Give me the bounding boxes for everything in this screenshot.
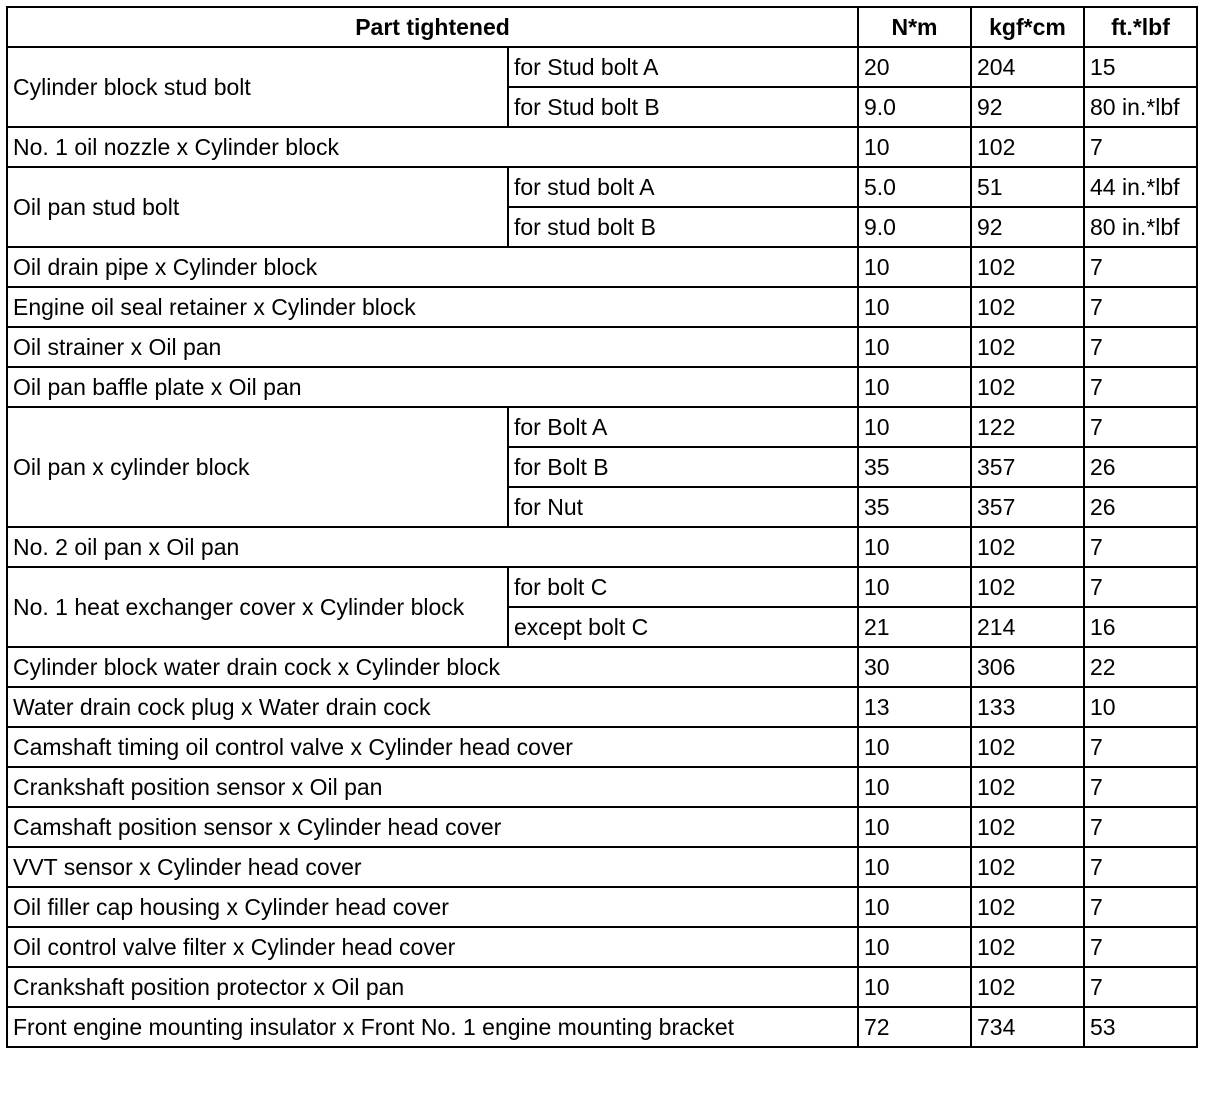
ft-lbf-cell: 7 [1084,887,1197,927]
kgf-cm-cell: 306 [971,647,1084,687]
nm-cell: 10 [858,967,971,1007]
ft-lbf-cell: 7 [1084,527,1197,567]
ft-lbf-cell: 7 [1084,847,1197,887]
kgf-cm-cell: 357 [971,487,1084,527]
nm-cell: 35 [858,487,971,527]
kgf-cm-cell: 133 [971,687,1084,727]
ft-lbf-cell: 7 [1084,247,1197,287]
kgf-cm-cell: 102 [971,927,1084,967]
sub-condition-cell: except bolt C [508,607,858,647]
nm-cell: 21 [858,607,971,647]
table-row [7,1007,1197,1047]
kgf-cm-cell: 102 [971,727,1084,767]
nm-cell: 10 [858,127,971,167]
part-cell: Oil pan baffle plate x Oil pan [7,367,858,407]
nm-cell: 10 [858,727,971,767]
ft-lbf-cell: 7 [1084,807,1197,847]
ft-lbf-cell: 7 [1084,767,1197,807]
part-cell: Oil pan x cylinder block [7,407,508,527]
part-cell: Cylinder block water drain cock x Cylinder block [7,647,858,687]
table-row [7,847,1197,887]
nm-cell: 10 [858,407,971,447]
table-row [7,647,1197,687]
table-row [7,927,1197,967]
sub-condition-cell: for Stud bolt A [508,47,858,87]
part-cell: No. 1 heat exchanger cover x Cylinder block [7,567,508,647]
kgf-cm-cell: 102 [971,567,1084,607]
table-row [7,727,1197,767]
table-row [7,807,1197,847]
header-kgf-cm: kgf*cm [971,7,1084,47]
part-cell: VVT sensor x Cylinder head cover [7,847,858,887]
kgf-cm-cell: 102 [971,767,1084,807]
part-cell: Camshaft timing oil control valve x Cylinder head cover [7,727,858,767]
table-row [7,247,1197,287]
nm-cell: 10 [858,527,971,567]
nm-cell: 10 [858,567,971,607]
ft-lbf-cell: 26 [1084,487,1197,527]
ft-lbf-cell: 7 [1084,967,1197,1007]
nm-cell: 5.0 [858,167,971,207]
table-row [7,687,1197,727]
nm-cell: 10 [858,287,971,327]
ft-lbf-cell: 7 [1084,567,1197,607]
part-cell: Oil control valve filter x Cylinder head cover [7,927,858,967]
table-row [7,327,1197,367]
table-row [7,47,1197,87]
part-cell: No. 2 oil pan x Oil pan [7,527,858,567]
part-cell: Oil filler cap housing x Cylinder head cover [7,887,858,927]
kgf-cm-cell: 734 [971,1007,1084,1047]
kgf-cm-cell: 102 [971,327,1084,367]
ft-lbf-cell: 7 [1084,327,1197,367]
ft-lbf-cell: 7 [1084,367,1197,407]
sub-condition-cell: for Stud bolt B [508,87,858,127]
kgf-cm-cell: 102 [971,287,1084,327]
kgf-cm-cell: 92 [971,87,1084,127]
kgf-cm-cell: 122 [971,407,1084,447]
table-row [7,287,1197,327]
ft-lbf-cell: 80 in.*lbf [1084,87,1197,127]
kgf-cm-cell: 92 [971,207,1084,247]
nm-cell: 10 [858,327,971,367]
kgf-cm-cell: 102 [971,807,1084,847]
kgf-cm-cell: 102 [971,527,1084,567]
table-row [7,887,1197,927]
ft-lbf-cell: 7 [1084,727,1197,767]
nm-cell: 10 [858,807,971,847]
ft-lbf-cell: 7 [1084,407,1197,447]
part-cell: Oil pan stud bolt [7,167,508,247]
header-ft-lbf: ft.*lbf [1084,7,1197,47]
table-row [7,767,1197,807]
sub-condition-cell: for Bolt B [508,447,858,487]
kgf-cm-cell: 214 [971,607,1084,647]
kgf-cm-cell: 357 [971,447,1084,487]
table-row [7,527,1197,567]
sub-condition-cell: for bolt C [508,567,858,607]
nm-cell: 9.0 [858,207,971,247]
part-cell: Oil strainer x Oil pan [7,327,858,367]
ft-lbf-cell: 44 in.*lbf [1084,167,1197,207]
nm-cell: 10 [858,887,971,927]
nm-cell: 9.0 [858,87,971,127]
part-cell: Cylinder block stud bolt [7,47,508,127]
ft-lbf-cell: 15 [1084,47,1197,87]
part-cell: Crankshaft position protector x Oil pan [7,967,858,1007]
ft-lbf-cell: 22 [1084,647,1197,687]
ft-lbf-cell: 16 [1084,607,1197,647]
kgf-cm-cell: 204 [971,47,1084,87]
ft-lbf-cell: 26 [1084,447,1197,487]
ft-lbf-cell: 80 in.*lbf [1084,207,1197,247]
sub-condition-cell: for Bolt A [508,407,858,447]
kgf-cm-cell: 102 [971,967,1084,1007]
sub-condition-cell: for stud bolt A [508,167,858,207]
nm-cell: 35 [858,447,971,487]
kgf-cm-cell: 102 [971,367,1084,407]
sub-condition-cell: for Nut [508,487,858,527]
kgf-cm-cell: 102 [971,127,1084,167]
part-cell: Water drain cock plug x Water drain cock [7,687,858,727]
ft-lbf-cell: 53 [1084,1007,1197,1047]
table-row [7,127,1197,167]
kgf-cm-cell: 51 [971,167,1084,207]
ft-lbf-cell: 10 [1084,687,1197,727]
part-cell: Crankshaft position sensor x Oil pan [7,767,858,807]
torque-spec-table [6,6,1198,1048]
kgf-cm-cell: 102 [971,847,1084,887]
table-row [7,407,1197,447]
table-row [7,967,1197,1007]
header-row [7,7,1197,47]
table-row [7,367,1197,407]
nm-cell: 10 [858,247,971,287]
nm-cell: 13 [858,687,971,727]
nm-cell: 10 [858,367,971,407]
kgf-cm-cell: 102 [971,887,1084,927]
nm-cell: 20 [858,47,971,87]
part-cell: No. 1 oil nozzle x Cylinder block [7,127,858,167]
part-cell: Oil drain pipe x Cylinder block [7,247,858,287]
header-part-tightened: Part tightened [7,7,858,47]
nm-cell: 10 [858,927,971,967]
part-cell: Front engine mounting insulator x Front No. 1 engine mounting bracket [7,1007,858,1047]
nm-cell: 30 [858,647,971,687]
part-cell: Engine oil seal retainer x Cylinder block [7,287,858,327]
kgf-cm-cell: 102 [971,247,1084,287]
sub-condition-cell: for stud bolt B [508,207,858,247]
table-row [7,567,1197,607]
nm-cell: 10 [858,847,971,887]
ft-lbf-cell: 7 [1084,127,1197,167]
nm-cell: 10 [858,767,971,807]
part-cell: Camshaft position sensor x Cylinder head cover [7,807,858,847]
nm-cell: 72 [858,1007,971,1047]
ft-lbf-cell: 7 [1084,287,1197,327]
header-nm: N*m [858,7,971,47]
ft-lbf-cell: 7 [1084,927,1197,967]
table-body [7,47,1197,1047]
table-row [7,167,1197,207]
